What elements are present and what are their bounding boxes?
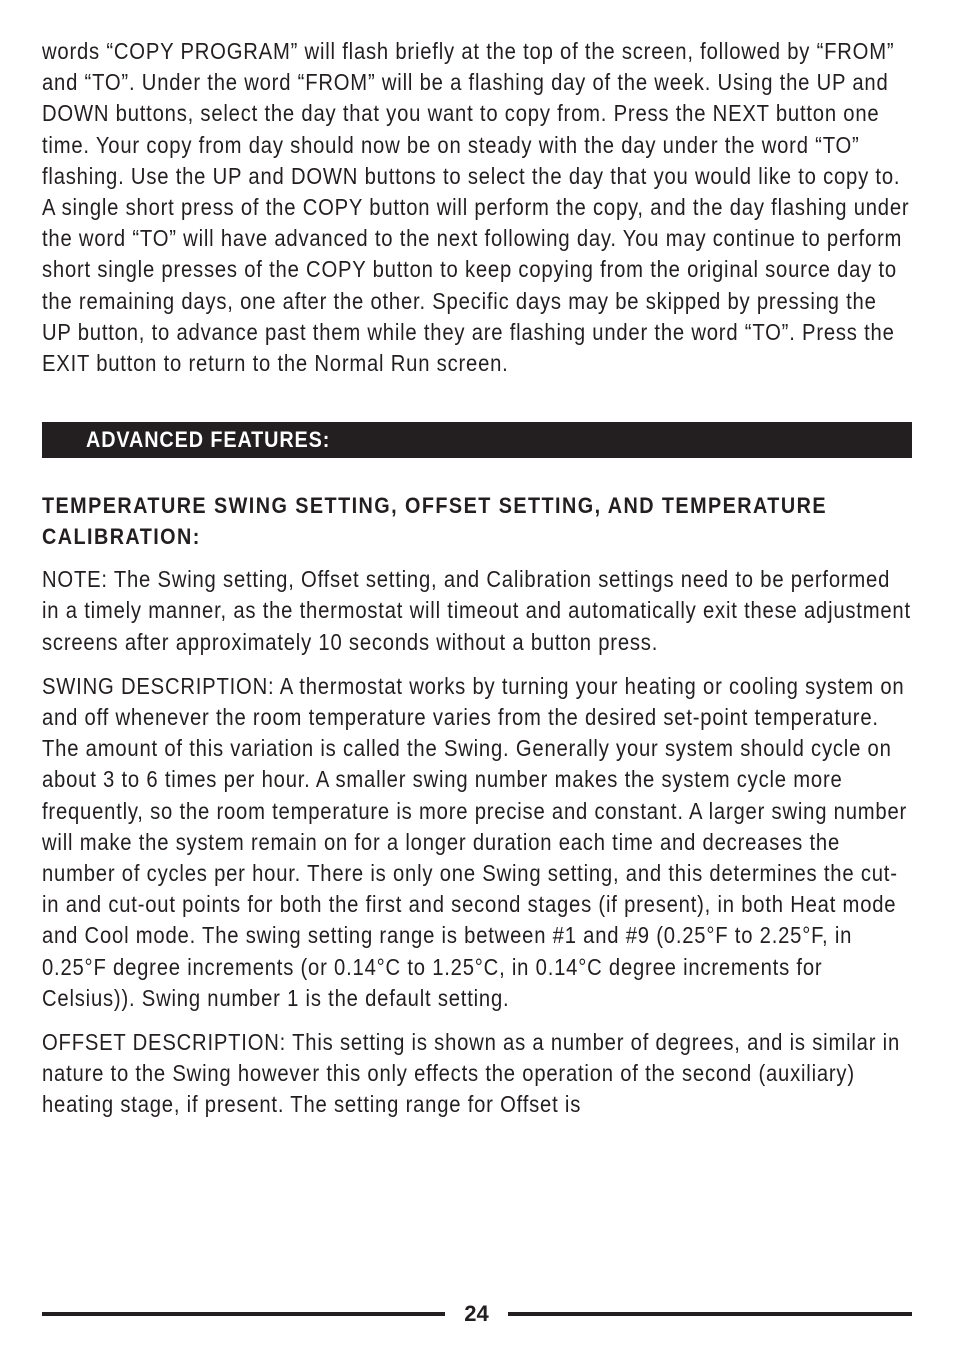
footer-rule-left	[42, 1312, 445, 1316]
swing-offset-calibration-heading: TEMPERATURE SWING SETTING, OFFSET SETTING, AND TEMPERATURE CALIBRATION:	[42, 493, 827, 549]
note-paragraph: NOTE: The Swing setting, Offset setting, and Calibration settings need to be performed in a timely manner, as the thermostat will timeout and automatically exit these adjustment screens after approximately 10 seconds without a button press.	[42, 566, 911, 655]
copy-program-paragraph: words “COPY PROGRAM” will flash briefly at the top of the screen, followed by “FROM” and “TO”. Under the word “FROM” will be a flashing day of the week. Using the UP and DOWN buttons, select the day that you want to copy from. Press the NEXT button one time. Your copy from day should now be on steady with the day under the word “TO” flashing. Use the UP and DOWN buttons to select the day that you would like to copy to. A single short press of the COPY button will perform the copy, and the day flashing under the word “TO” will have advanced to the next following day. You may continue to perform short single presses of the COPY button to keep copying from the original source day to the remaining days, one after the other. Specific days may be skipped by pressing the UP button, to advance past them while they are flashing under the word “TO”. Press the EXIT button to return to the Normal Run screen.	[42, 38, 910, 377]
section-title: ADVANCED FEATURES:	[86, 427, 331, 453]
footer-rule-right	[508, 1312, 912, 1316]
section-bar-advanced-features	[42, 422, 912, 458]
swing-description-paragraph: SWING DESCRIPTION: A thermostat works by turning your heating or cooling system on and off whenever the room temperature varies from the desired set-point temperature. The amount of this variation is called the Swing. Generally your system should cycle on about 3 to 6 times per hour. A smaller swing number makes the system cycle more frequently, so the room temperature is more precise and constant. A larger swing number will make the system remain on for a longer duration each time and decreases the number of cycles per hour. There is only one Swing setting, and this determines the cut-in and cut-out points for both the first and second stages (if present), in both Heat mode and Cool mode. The swing setting range is between #1 and #9 (0.25°F to 2.25°F, in 0.25°F degree increments (or 0.14°C to 1.25°C, in 0.14°C degree increments for Celsius)). Swing number 1 is the default setting.	[42, 672, 908, 1011]
page-content	[42, 36, 912, 1121]
offset-description-paragraph: OFFSET DESCRIPTION: This setting is shown as a number of degrees, and is similar in nature to the Swing however this only effects the operation of the second (auxiliary) heating stage, if present. The setting range for Offset is	[42, 1029, 901, 1118]
page-footer	[42, 1298, 912, 1330]
page-number: 24	[464, 1301, 489, 1326]
